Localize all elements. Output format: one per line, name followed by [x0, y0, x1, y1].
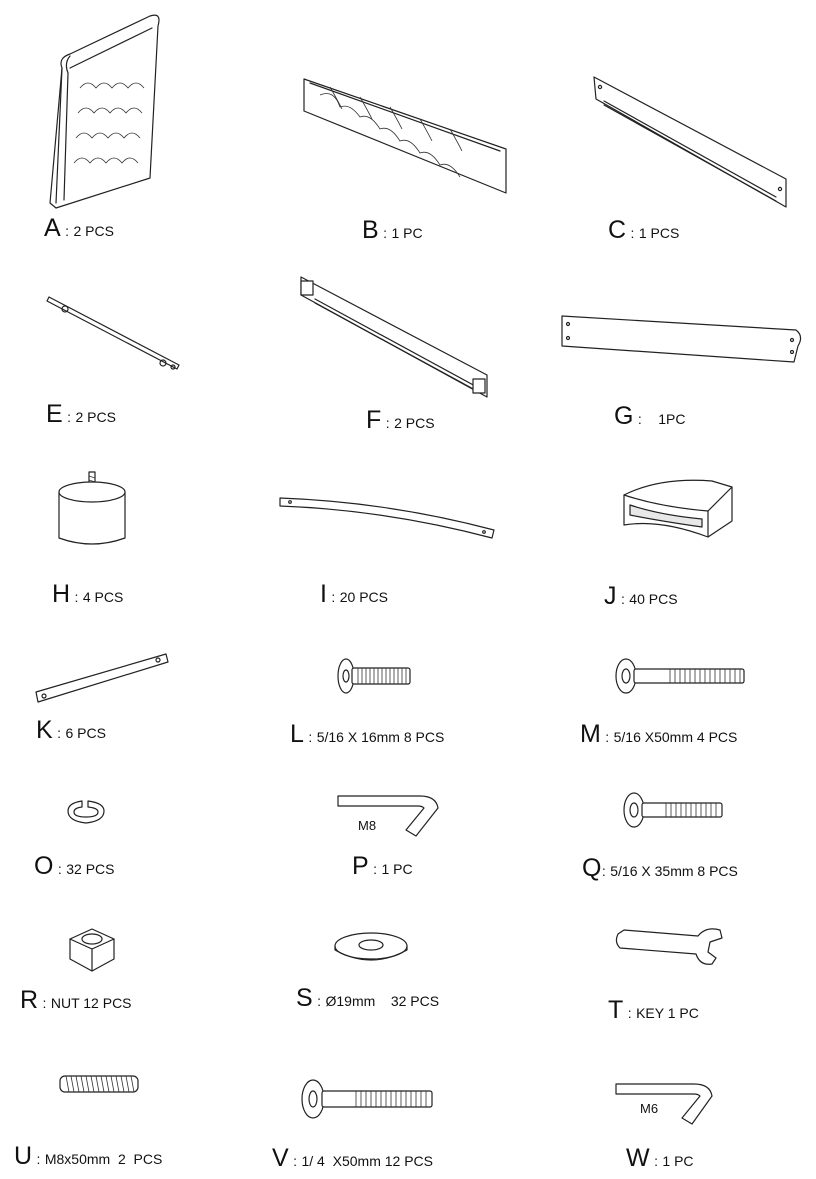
part-j-letter: J: [604, 582, 617, 610]
part-g-qty: 1PC: [658, 411, 686, 427]
part-f-letter: F: [366, 406, 382, 434]
part-p-size-label: M8: [358, 818, 377, 833]
part-p-letter: P: [352, 852, 369, 880]
part-u-threaded-rod-drawing: [56, 1072, 142, 1096]
part-j-qty: 40 PCS: [629, 591, 678, 607]
part-b-letter: B: [362, 216, 379, 244]
part-b-qty: 1 PC: [391, 225, 423, 241]
part-r-nut-drawing: [64, 925, 120, 975]
part-w-size-label: M6: [640, 1101, 659, 1116]
part-c-letter: C: [608, 216, 627, 244]
part-a-qty: 2 PCS: [73, 223, 114, 239]
part-o-sep: :: [57, 861, 62, 877]
part-s-qty: Ø19mm 32 PCS: [325, 993, 440, 1009]
part-h-letter: H: [52, 580, 71, 608]
part-e-support-drawing: [45, 293, 185, 373]
part-i-letter: I: [320, 580, 327, 608]
part-l-qty: 5/16 X 16mm 8 PCS: [316, 729, 445, 745]
part-q-qty: 5/16 X 35mm 8 PCS: [610, 863, 738, 879]
part-m-qty: 5/16 X50mm 4 PCS: [613, 729, 738, 745]
part-c-sep: :: [630, 225, 635, 241]
part-w-allen-key-drawing: [614, 1080, 718, 1128]
part-g-letter: G: [614, 402, 634, 430]
part-s-letter: S: [296, 984, 313, 1012]
part-q-bolt-drawing: [622, 790, 726, 830]
part-i-qty: 20 PCS: [339, 589, 388, 605]
part-e-letter: E: [46, 400, 63, 428]
part-a-headboard-drawing: [40, 8, 170, 208]
part-q-sep: :: [601, 863, 606, 879]
part-u-letter: U: [14, 1142, 33, 1170]
part-k-plate-drawing: [32, 650, 172, 706]
part-f-siderail-drawing: [295, 275, 495, 405]
part-r-sep: :: [42, 995, 47, 1011]
part-l-sep: :: [308, 729, 313, 745]
part-h-qty: 4 PCS: [82, 589, 124, 605]
part-s-washer-drawing: [330, 928, 412, 968]
part-t-sep: :: [627, 1005, 632, 1021]
part-v-qty: 1/ 4 X50mm 12 PCS: [301, 1153, 433, 1169]
part-s-sep: :: [317, 993, 322, 1009]
part-p-qty: 1 PC: [381, 861, 413, 877]
part-u-sep: :: [36, 1151, 41, 1167]
part-k-sep: :: [57, 725, 62, 741]
part-v-letter: V: [272, 1144, 289, 1172]
part-t-wrench-drawing: [612, 920, 728, 970]
part-j-holder-drawing: [620, 475, 740, 545]
part-a-letter: A: [44, 214, 61, 242]
part-l-bolt-drawing: [336, 656, 416, 696]
part-i-sep: :: [331, 589, 336, 605]
part-b-footboard-drawing: [300, 75, 510, 195]
part-r-letter: R: [20, 986, 39, 1014]
part-o-letter: O: [34, 852, 54, 880]
part-c-qty: 1 PCS: [638, 225, 680, 241]
part-c-rail-drawing: [590, 75, 790, 215]
part-h-leg-drawing: [55, 470, 135, 550]
part-m-sep: :: [605, 729, 610, 745]
part-g-sep: :: [637, 411, 642, 427]
part-t-qty: KEY 1 PC: [636, 1005, 699, 1021]
part-e-qty: 2 PCS: [75, 409, 116, 425]
part-w-qty: 1 PC: [662, 1153, 694, 1169]
part-v-sep: :: [293, 1153, 298, 1169]
part-v-bolt-drawing: [300, 1077, 436, 1121]
part-u-qty: M8x50mm 2 PCS: [44, 1151, 163, 1167]
part-f-sep: :: [385, 415, 390, 431]
part-l-letter: L: [290, 720, 304, 748]
part-a-sep: :: [65, 223, 70, 239]
part-t-letter: T: [608, 996, 624, 1024]
part-p-allen-key-drawing: [336, 790, 446, 840]
part-o-qty: 32 PCS: [66, 861, 115, 877]
part-b-sep: :: [383, 225, 388, 241]
part-f-qty: 2 PCS: [394, 415, 435, 431]
part-p-sep: :: [373, 861, 378, 877]
part-w-sep: :: [654, 1153, 658, 1169]
part-k-qty: 6 PCS: [65, 725, 106, 741]
part-m-letter: M: [580, 720, 601, 748]
part-e-sep: :: [67, 409, 72, 425]
part-m-bolt-drawing: [614, 656, 748, 696]
part-h-sep: :: [74, 589, 79, 605]
part-o-washer-drawing: [64, 795, 108, 829]
part-q-letter: Q: [582, 854, 602, 882]
part-r-qty: NUT 12 PCS: [50, 995, 132, 1011]
part-g-panel-drawing: [556, 312, 806, 364]
part-i-slat-drawing: [278, 494, 498, 544]
part-k-letter: K: [36, 716, 53, 744]
part-w-letter: W: [626, 1144, 650, 1172]
part-j-sep: :: [620, 591, 625, 607]
